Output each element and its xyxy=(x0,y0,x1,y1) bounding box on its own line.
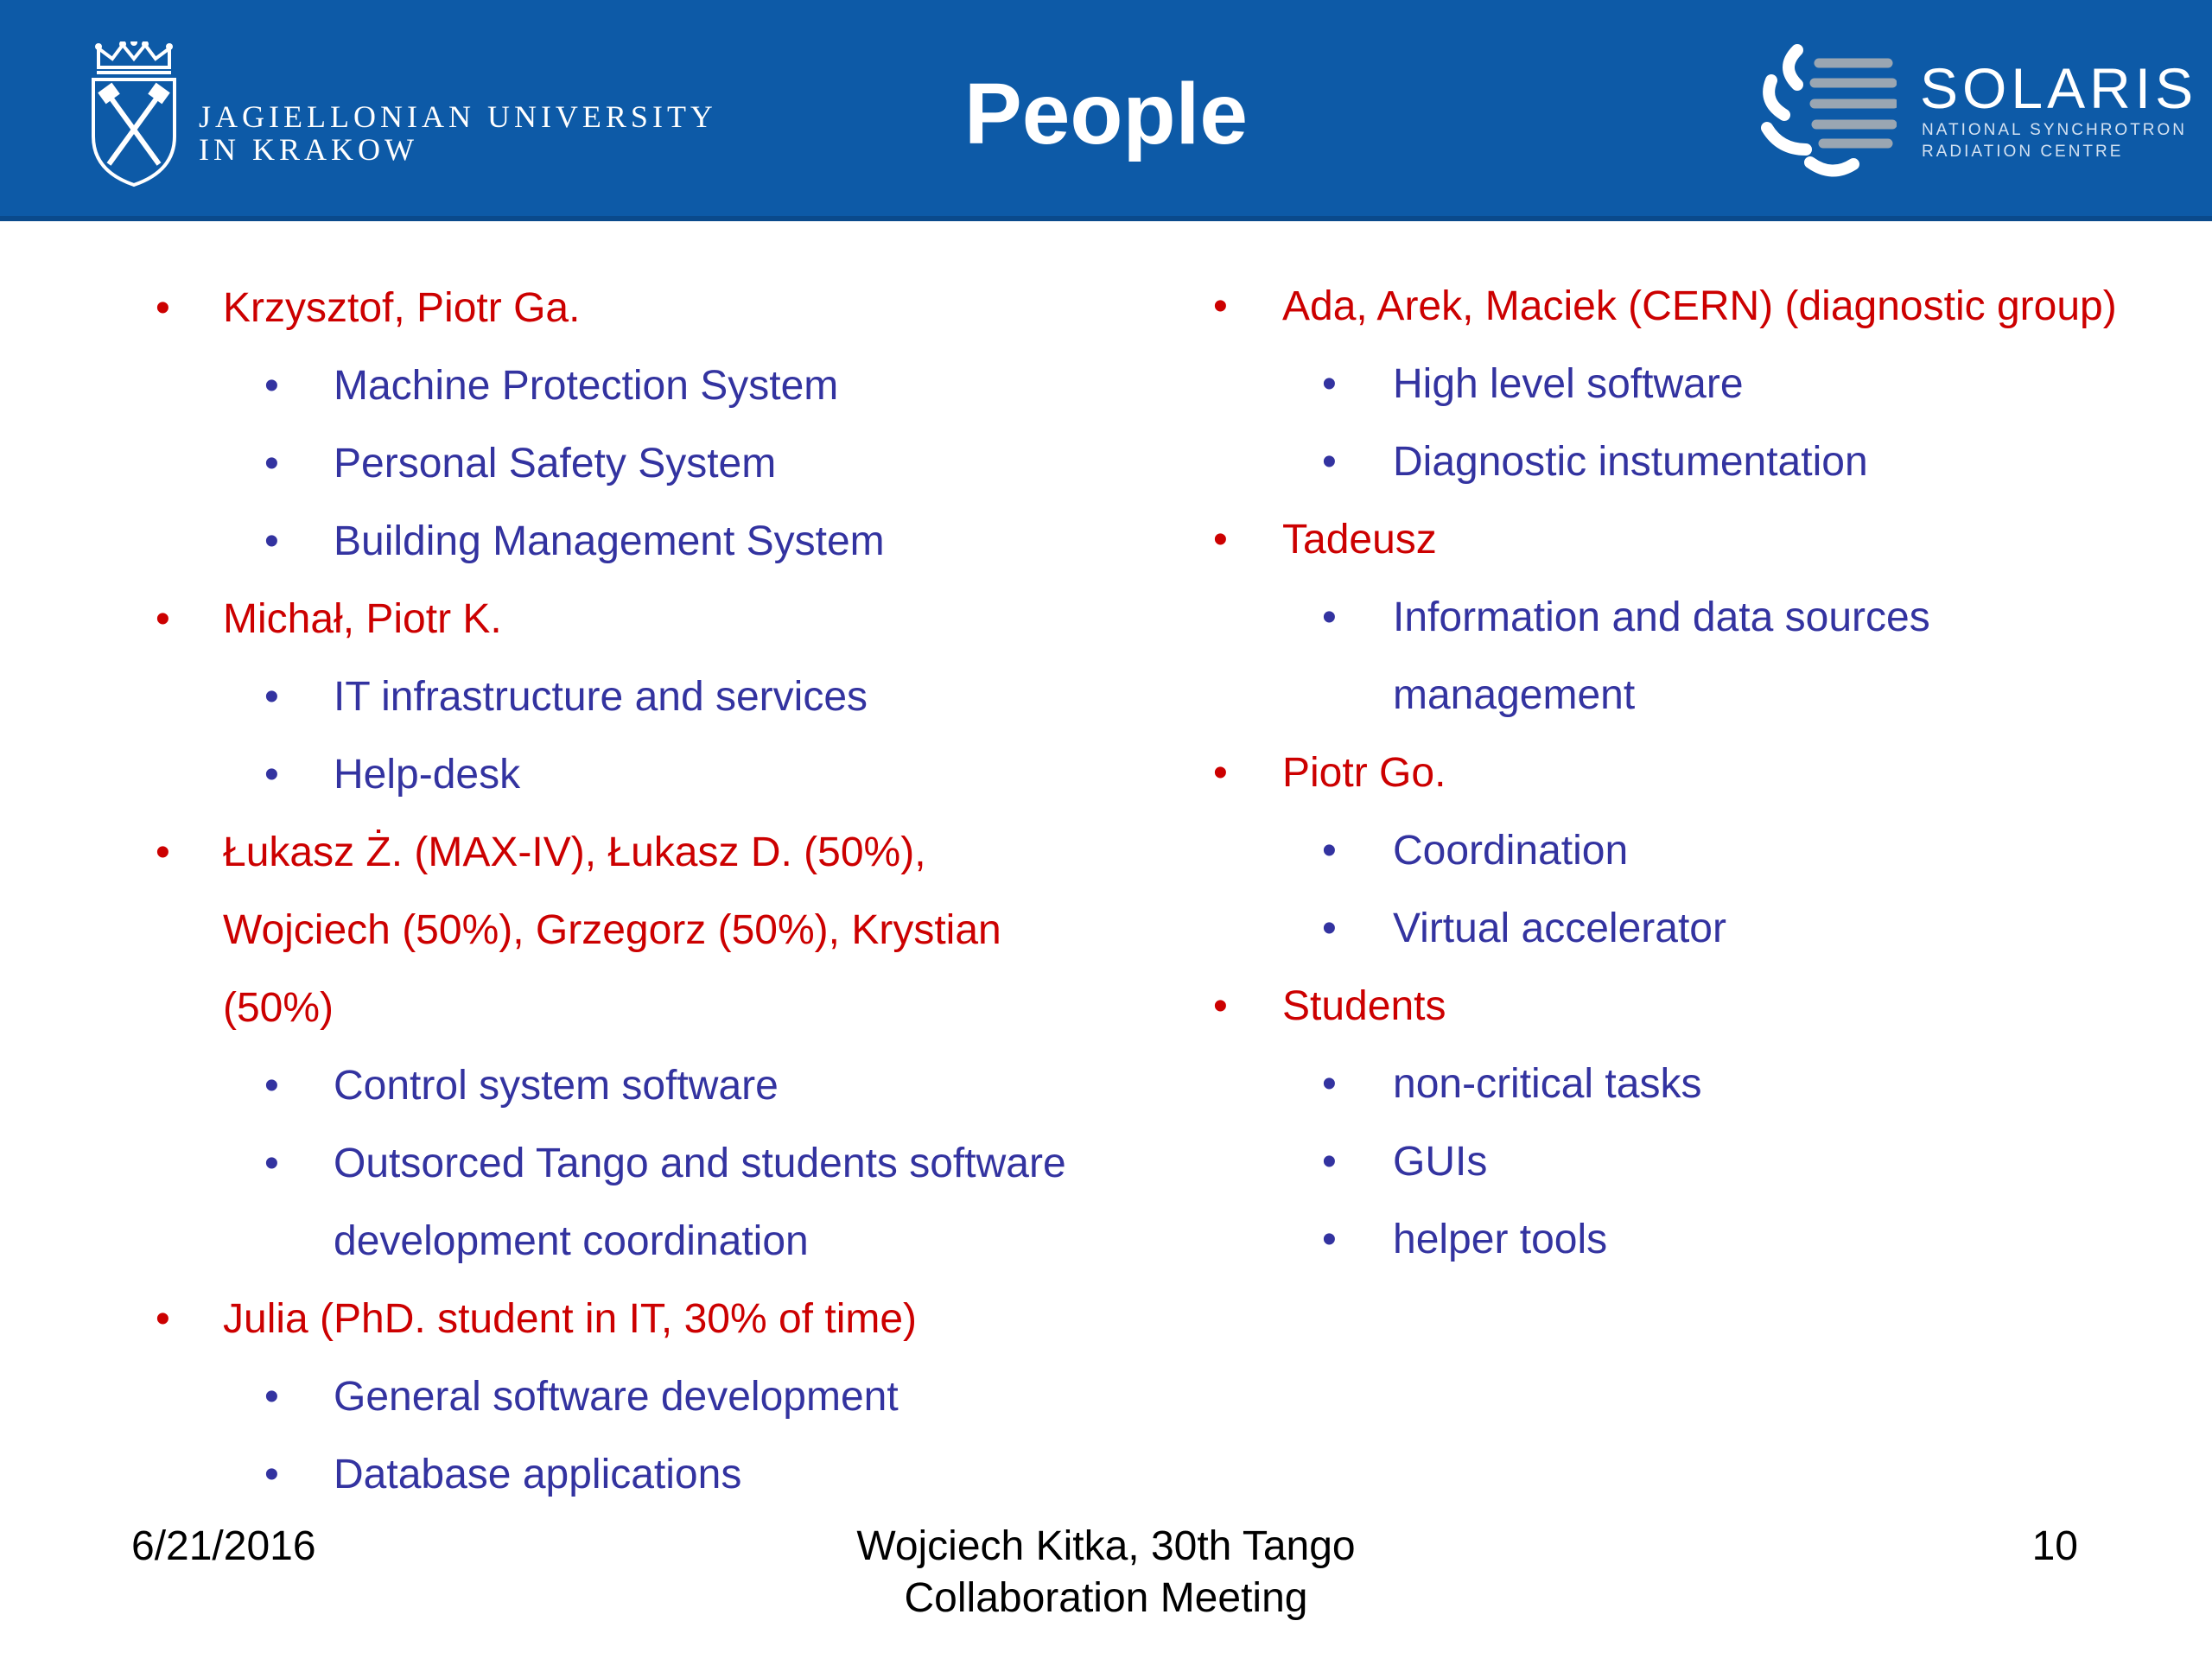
bullet: • xyxy=(264,1141,279,1186)
solaris-subtitle-line2: RADIATION CENTRE xyxy=(1922,143,2124,161)
solaris-name: SOLARIS xyxy=(1920,56,2198,120)
responsibility-text: GUIs xyxy=(1393,1139,1488,1185)
bullet: • xyxy=(156,1296,170,1342)
responsibility-text: Control system software xyxy=(334,1063,779,1109)
responsibility-text: Diagnostic instumentation xyxy=(1393,439,1868,485)
bullet: • xyxy=(1322,361,1337,407)
person-group-title: Julia (PhD. student in IT, 30% of time) xyxy=(223,1296,918,1342)
slide-header xyxy=(0,0,2212,221)
footer-presenter xyxy=(760,1521,1452,1624)
bullet: • xyxy=(1213,750,1228,796)
solaris-logo xyxy=(1745,33,2198,197)
footer-presenter-line2: Collaboration Meeting xyxy=(904,1575,1308,1621)
responsibility-text: Coordination xyxy=(1393,828,1629,874)
person-group-title: Tadeusz xyxy=(1282,517,1437,563)
person-group-title: Krzysztof, Piotr Ga. xyxy=(223,285,581,331)
university-name-line1: JAGIELLONIAN UNIVERSITY xyxy=(199,99,717,134)
bullet: • xyxy=(1322,594,1337,640)
slide-title: People xyxy=(964,66,1248,162)
bullet: • xyxy=(264,363,279,409)
person-group-title: Students xyxy=(1282,983,1446,1029)
responsibility-text: Database applications xyxy=(334,1452,742,1497)
person-group-title: Michał, Piotr K. xyxy=(223,596,502,642)
bullet: • xyxy=(264,518,279,564)
footer-presenter-line1: Wojciech Kitka, 30th Tango xyxy=(856,1523,1356,1569)
bullet: • xyxy=(156,830,170,875)
responsibility-text: Machine Protection System xyxy=(334,363,839,409)
bullet: • xyxy=(1322,906,1337,951)
solaris-subtitle-line1: NATIONAL SYNCHROTRON xyxy=(1922,121,2188,139)
person-group-title-continuation: Wojciech (50%), Grzegorz (50%), Krystian xyxy=(223,907,1001,953)
bullet: • xyxy=(264,752,279,798)
responsibility-text: IT infrastructure and services xyxy=(334,674,868,720)
responsibility-text: Personal Safety System xyxy=(334,441,777,486)
bullet: • xyxy=(1322,1217,1337,1262)
page-number: 10 xyxy=(2031,1523,2078,1569)
person-group-title: Łukasz Ż. (MAX-IV), Łukasz D. (50%), xyxy=(223,830,926,875)
responsibility-text: Virtual accelerator xyxy=(1393,906,1726,951)
bullet: • xyxy=(264,1374,279,1420)
responsibility-text: Building Management System xyxy=(334,518,885,564)
bullet: • xyxy=(1213,517,1228,563)
bullet: • xyxy=(264,441,279,486)
responsibility-text: Information and data sources xyxy=(1393,594,1930,640)
responsibility-text-continuation: management xyxy=(1393,672,1636,718)
bullet: • xyxy=(1322,439,1337,485)
synchrotron-swirl-icon xyxy=(1745,33,1897,188)
footer-date: 6/21/2016 xyxy=(131,1523,316,1569)
bullet: • xyxy=(264,1063,279,1109)
person-group-title-continuation: (50%) xyxy=(223,985,334,1031)
responsibility-text-continuation: development coordination xyxy=(334,1218,809,1264)
responsibility-text: High level software xyxy=(1393,361,1744,407)
bullet: • xyxy=(156,285,170,331)
responsibility-text: Outsorced Tango and students software xyxy=(334,1141,1066,1186)
responsibility-text: non-critical tasks xyxy=(1393,1061,1702,1107)
person-group-title: Piotr Go. xyxy=(1282,750,1446,796)
responsibility-text: helper tools xyxy=(1393,1217,1608,1262)
bullet: • xyxy=(1322,828,1337,874)
responsibility-text: General software development xyxy=(334,1374,899,1420)
bullet: • xyxy=(264,674,279,720)
bullet: • xyxy=(1213,983,1228,1029)
university-name-line2: IN KRAKOW xyxy=(199,132,418,167)
bullet: • xyxy=(156,596,170,642)
person-group-title: Ada, Arek, Maciek (CERN) (diagnostic group) xyxy=(1282,283,2117,329)
responsibility-text: Help-desk xyxy=(334,752,521,798)
bullet: • xyxy=(1322,1061,1337,1107)
bullet: • xyxy=(264,1452,279,1497)
bullet: • xyxy=(1213,283,1228,329)
bullet: • xyxy=(1322,1139,1337,1185)
